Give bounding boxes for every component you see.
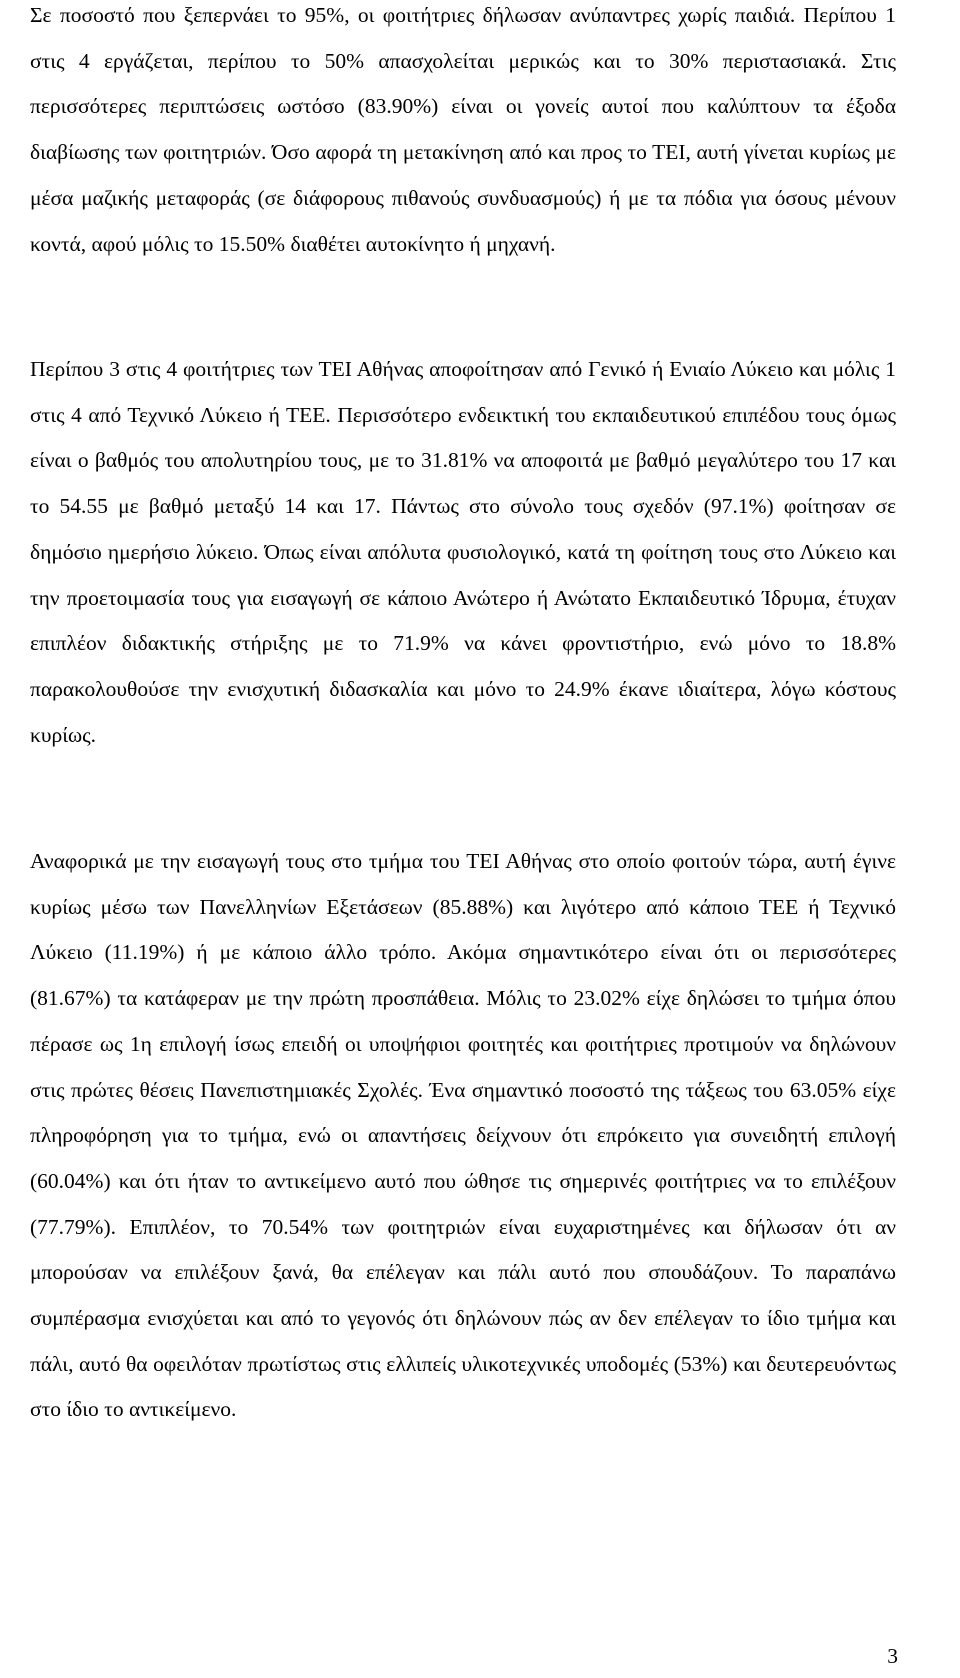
paragraph: Αναφορικά με την εισαγωγή τους στο τμήμα του ΤΕΙ Αθήνας στο οποίο φοιτούν τώρα, αυτή έγινε κυρίως μέσω των Πανελληνίων Εξετάσεων (85.88%) και λιγότερο από κάποιο ΤΕΕ ή Τεχνικό Λύκειο (11.19%) ή με κάποιο άλλο τρόπο. Ακόμα σημαντικότερο είναι ότι οι περισσότερες (81.67%) τα κατάφεραν με την πρώτη προσπάθεια. Μόλις το 23.02% είχε δηλώσει το τμήμα όπου πέρασε ως 1η επιλογή ίσως επειδή οι υποψήφιοι φοιτητές και φοιτήτριες προτιμούν να δηλώνουν στις πρώτες θέσεις Πανεπιστημιακές Σχολές. Ένα σημαντικό ποσοστό της τάξεως του 63.05% είχε πληροφόρηση για το τμήμα, ενώ οι απαντήσεις δείχνουν ότι επρόκειτο για συνειδητή επιλογή (60.04%) και ότι ήταν το αντικείμενο αυτό που ώθησε τις σημερινές φοιτήτριες να το επιλέξουν (77.79%). Επιπλέον, το 70.54% των φοιτητριών είναι ευχαριστημένες και δήλωσαν ότι αν μπορούσαν να επιλέξουν ξανά, θα επέλεγαν και πάλι αυτό που σπουδάζουν. Το παραπάνω συμπέρασμα ενισχύεται και από το γεγονός ότι δηλώνουν πώς αν δεν επέλεγαν το ίδιο τμήμα και πάλι, αυτό θα οφειλόταν πρωτίστως στις ελλιπείς υλικοτεχνικές υποδομές (53%) και δευτερευόντως στο ίδιο το αντικείμενο. — [30, 849, 896, 1422]
paragraph: Περίπου 3 στις 4 φοιτήτριες των ΤΕΙ Αθήνας αποφοίτησαν από Γενικό ή Ενιαίο Λύκειο και μόλις 1 στις 4 από Τεχνικό Λύκειο ή ΤΕΕ. Περισσότερο ενδεικτική του εκπαιδευτικού επιπέδου τους όμως είναι ο βαθμός του απολυτηρίου τους, με το 31.81% να αποφοιτά με βαθμό μεγαλύτερο του 17 και το 54.55 με βαθμό μεταξύ 14 και 17. Πάντως στο σύνολο τους σχεδόν (97.1%) φοίτησαν σε δημόσιο ημερήσιο λύκειο. Όπως είναι απόλυτα φυσιολογικό, κατά τη φοίτηση τους στο Λύκειο και την προετοιμασία τους για εισαγωγή σε κάποιο Ανώτερο ή Ανώτατο Εκπαιδευτικό Ίδρυμα, έτυχαν επιπλέον διδακτικής στήριξης με το 71.9% να κάνει φροντιστήριο, ενώ μόνο το 18.8% παρακολουθούσε την ενισχυτική διδασκαλία και μόνο το 24.9% έκανε ιδιαίτερα, λόγω κόστους κυρίως. — [30, 357, 896, 747]
page-number: 3 — [887, 1644, 898, 1668]
paragraph: Σε ποσοστό που ξεπερνάει το 95%, οι φοιτήτριες δήλωσαν ανύπαντρες χωρίς παιδιά. Περίπου 1 στις 4 εργάζεται, περίπου το 50% απασχολείται μερικώς και το 30% περιστασιακά. Στις περισσότερες περιπτώσεις ωστόσο (83.90%) είναι οι γονείς αυτοί που καλύπτουν τα έξοδα διαβίωσης των φοιτητριών. Όσο αφορά τη μετακίνηση από και προς το ΤΕΙ, αυτή γίνεται κυρίως με μέσα μαζικής μεταφοράς (σε διάφορους πιθανούς συνδυασμούς) ή με τα πόδια για όσους μένουν κοντά, αφού μόλις το 15.50% διαθέτει αυτοκίνητο ή μηχανή. — [30, 3, 896, 256]
